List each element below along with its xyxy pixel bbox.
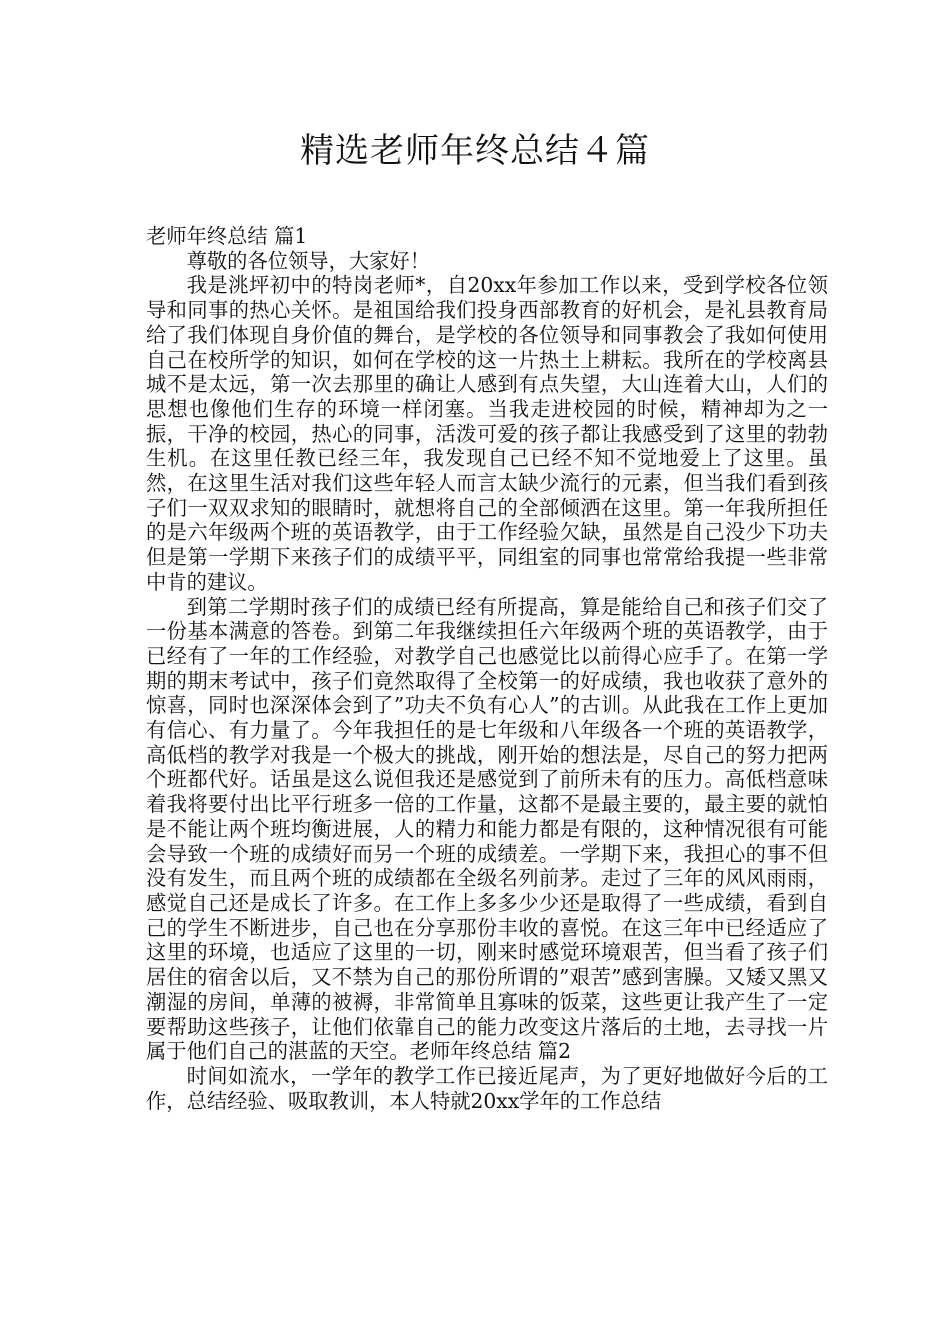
body-paragraph-2 <box>146 595 828 1064</box>
document-title: 精选老师年终总结４篇 <box>300 131 650 171</box>
section-heading-1: 老师年终总结 篇1 <box>146 224 308 248</box>
document-body <box>146 224 828 1113</box>
body-paragraph-1: 我是洮坪初中的特岗老师*，自20xx年参加工作以来，受到学校各位领导和同事的热心关怀。是祖国给我们投身西部教育的好机会，是礼县教育局给了我们体现自身价值的舞台，是学校的各位领导和同事教会了我如何使用自己在校所学的知识，如何在学校的这一片热土上耕耘。我所在的学校离县城不是太远，第一次去那里的确让人感到有点失望，大山连着大山，人们的思想也像他们生存的环境一样闭塞。当我走进校园的时候，精神却为之一振，干净的校园，热心的同事，活泼可爱的孩子都让我感受到了这里的勃勃生机。在这里任教已经三年，我发现自己已经不知不觉地爱上了这里。虽然，在这里生活对我们这些年轻人而言太缺少流行的元素，但当我们看到孩子们一双双求知的眼睛时，就想将自己的全部倾洒在这里。第一年我所担任的是六年级两个班的英语教学，由于工作经验欠缺，虽然是自己没少下功夫但是第一学期下来孩子们的成绩平平，同组室的同事也常常给我提一些非常中肯的建议。 <box>146 273 828 594</box>
greeting-paragraph: 尊敬的各位领导，大家好！ <box>186 248 430 273</box>
body-paragraph-2-text: 到第二学期时孩子们的成绩已经有所提高，算是能给自己和孩子们交了一份基本满意的答卷。到第二年我继续担任六年级两个班的英语教学，由于已经有了一年的工作经验，对教学自己也感觉比以前得心应手了。在第一学期的期末考试中，孩子们竟然取得了全校第一的好成绩，我也收获了意外的惊喜，同时也深深体会到了”功夫不负有心人”的古训。从此我在工作上更加有信心、有力量了。今年我担任的是七年级和八年级各一个班的英语教学，高低档的教学对我是一个极大的挑战，刚开始的想法是，尽自己的努力把两个班都代好。话虽是这么说但我还是感觉到了前所未有的压力。高低档意味着我将要付出比平行班多一倍的工作量，这都不是最主要的，最主要的就怕是不能让两个班均衡进展，人的精力和能力都是有限的，这种情况很有可能会导致一个班的成绩好而另一个班的成绩差。一学期下来，我担心的事不但没有发生，而且两个班的成绩都在全级名列前茅。走过了三年的风风雨雨，感觉自己还是成长了许多。在工作上多多少少还是取得了一些成绩，看到自己的学生不断进步，自己也在分享那份丰收的喜悦。在这三年中已经适应了这里的环境，也适应了这里的一切，刚来时感觉环境艰苦，但当看了孩子们居住的宿舍以后，又不禁为自己的那份所谓的”艰苦”感到害臊。又矮又黑又潮湿的房间，单薄的被褥，非常简单且寡味的饭菜，这些更让我产生了一定要帮助这些孩子，让他们依靠自己的能力改变这片落后的土地，去寻找一片属于他们自己的湛蓝的天空。 <box>146 594 828 1064</box>
body-paragraph-3: 时间如流水，一学年的教学工作已接近尾声，为了更好地做好今后的工作，总结经验、吸取教训，本人特就20xx学年的工作总结 <box>146 1063 828 1113</box>
section-heading-2: 老师年终总结 篇2 <box>409 1039 571 1064</box>
